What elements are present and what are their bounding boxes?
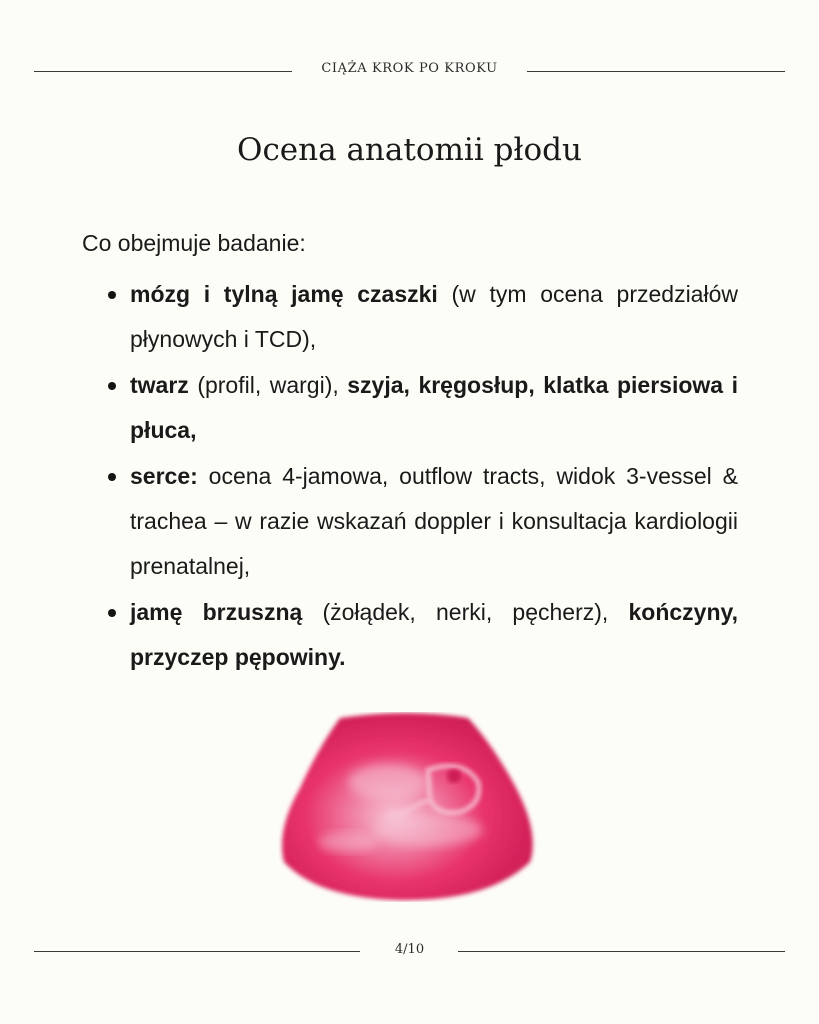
list-item xyxy=(108,363,738,453)
page-title: Ocena anatomii płodu xyxy=(237,132,582,168)
bold-term: szyja, kręgosłup, klatka piersiowa i płuca, xyxy=(130,372,738,443)
header-label: CIĄŻA KROK PO KROKU xyxy=(321,61,498,76)
list-item xyxy=(108,454,738,589)
description-text: (żołądek, nerki, pęcherz), xyxy=(302,599,629,625)
bold-term: mózg i tylną jamę czaszki xyxy=(130,281,438,307)
list-item xyxy=(108,590,738,680)
bullet-dot-icon xyxy=(108,291,116,299)
description-text: (profil, wargi), xyxy=(188,372,348,398)
intro-text: Co obejmuje badanie: xyxy=(82,230,306,256)
exam-scope-list xyxy=(108,272,738,681)
bold-term: kończyny, przyczep pępowiny. xyxy=(130,599,738,670)
footer-rule-right xyxy=(458,951,785,952)
bullet-dot-icon xyxy=(108,609,116,617)
bold-term: serce: xyxy=(130,463,198,489)
description-text: (w tym ocena przedziałów płynowych i TCD), xyxy=(130,281,738,352)
bullet-dot-icon xyxy=(108,473,116,481)
header-rule-right xyxy=(527,71,785,72)
page-number: 4/10 xyxy=(394,942,425,957)
bold-term: jamę brzuszną xyxy=(130,599,303,625)
list-item xyxy=(108,272,738,362)
bold-term: twarz xyxy=(130,372,189,398)
ultrasound-scan-icon xyxy=(278,712,538,902)
bullet-dot-icon xyxy=(108,382,116,390)
description-text: ocena 4-jamowa, outflow tracts, widok 3-vessel & trachea – w razie wskazań doppler i konsultacja kardiologii prenatalnej, xyxy=(130,463,738,579)
